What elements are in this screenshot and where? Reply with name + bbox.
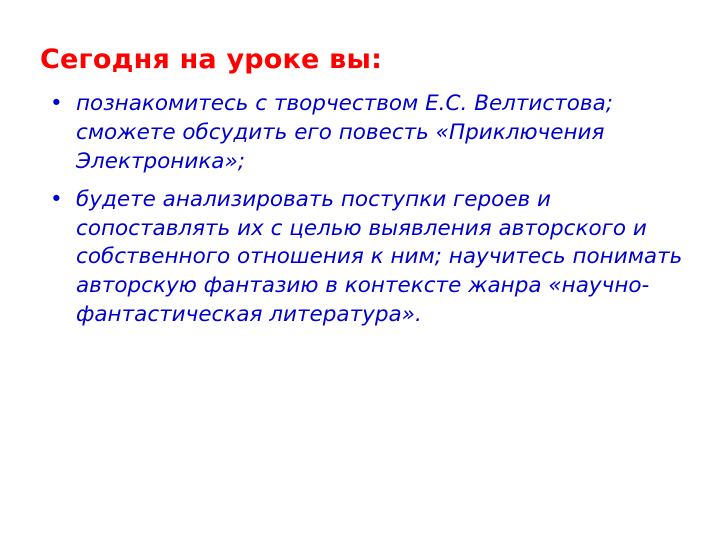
page-title: Сегодня на уроке вы: [40,44,383,75]
bullet-list [40,90,696,329]
bullet-icon: • [50,187,63,213]
list-item [40,90,696,176]
list-item-text: будете анализировать поступки героев и сопоставлять их с целью выявления авторского и собственного отношения к ним; научитесь понимать авторскую фантазию в контексте жанра «научно-фантастическая литература». [76,187,683,327]
list-item [40,186,696,329]
bullet-icon: • [50,91,63,117]
list-item-text: познакомитесь с творчеством Е.С. Велтистова; сможете обсудить его повесть «Приключения Электроника»; [76,91,613,174]
